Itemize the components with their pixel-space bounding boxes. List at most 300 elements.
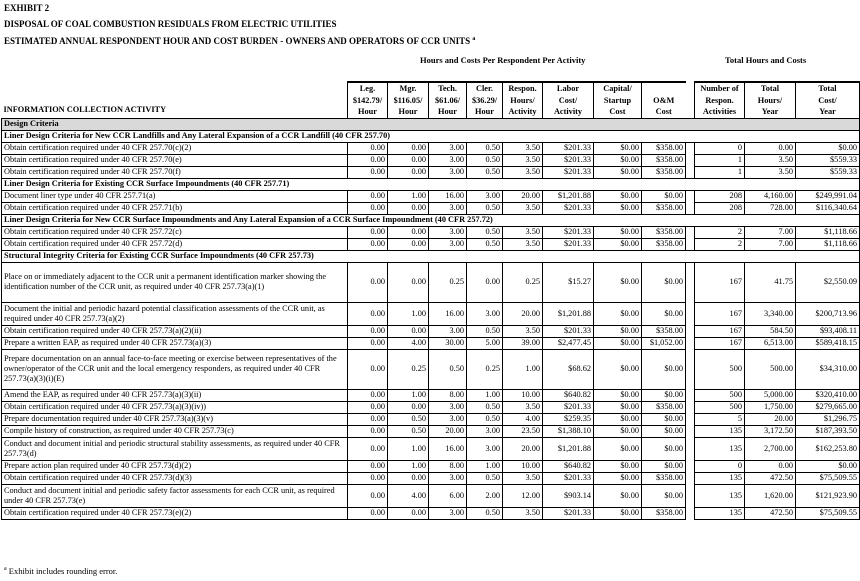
value-cell: 0.50 xyxy=(467,142,503,154)
activity-cell: Conduct and document initial and periodic safety factor assessments for each CCR unit, as required under 40 CFR 257.73(e) xyxy=(2,484,348,507)
value-cell: 0.00 xyxy=(348,226,388,238)
title-line-1: DISPOSAL OF COAL COMBUSTION RESIDUALS FROM ELECTRIC UTILITIES xyxy=(4,18,337,29)
activity-cell: Document liner type under 40 CFR 257.71(a) xyxy=(2,190,348,202)
value-cell: 0.00 xyxy=(348,337,388,349)
col-activity: INFORMATION COLLECTION ACTIVITY xyxy=(3,105,167,114)
value-cell: 167 xyxy=(695,262,745,302)
value-cell: $358.00 xyxy=(642,154,686,166)
header-line: Startup xyxy=(603,95,632,105)
value-cell: 0.25 xyxy=(429,262,467,302)
subsection-label: Structural Integrity Criteria for Existing CCR Surface Impoundments (40 CFR 257.73) xyxy=(2,250,860,262)
header-line: Number of xyxy=(700,84,739,93)
table-row xyxy=(2,484,860,507)
header-line: $142.79/ xyxy=(352,95,383,105)
value-cell: $0.00 xyxy=(594,349,642,389)
value-cell: $201.33 xyxy=(543,238,594,250)
value-cell: $320,410.00 xyxy=(796,389,860,401)
value-cell: 135 xyxy=(695,484,745,507)
value-cell: 3.00 xyxy=(429,226,467,238)
value-cell: $0.00 xyxy=(796,142,860,154)
footnote-mark: a xyxy=(4,566,7,573)
value-cell: 0.00 xyxy=(348,472,388,484)
value-cell: $358.00 xyxy=(642,507,686,519)
value-cell: $2,550.09 xyxy=(796,262,860,302)
gap-cell xyxy=(686,226,695,238)
value-cell: 4.00 xyxy=(388,484,429,507)
gap-cell xyxy=(686,413,695,425)
value-cell: $1,296.75 xyxy=(796,413,860,425)
value-cell: 1.00 xyxy=(388,302,429,325)
value-cell: 6,513.00 xyxy=(745,337,796,349)
gap-cell xyxy=(686,190,695,202)
table-row xyxy=(2,154,860,166)
value-cell: $1,118.66 xyxy=(796,238,860,250)
header-line: Leg. xyxy=(359,84,376,93)
value-cell: $249,991.04 xyxy=(796,190,860,202)
value-cell: 3.00 xyxy=(429,413,467,425)
value-cell: 0.50 xyxy=(467,226,503,238)
table-row xyxy=(2,226,860,238)
activity-cell: Prepare a written EAP, as required under 40 CFR 257.73(a)(3) xyxy=(2,337,348,349)
group-header-totals: Total Hours and Costs xyxy=(725,55,807,65)
value-cell: $201.33 xyxy=(543,507,594,519)
gap-cell xyxy=(686,142,695,154)
value-cell: $34,310.00 xyxy=(796,349,860,389)
exhibit-label: EXHIBIT 2 xyxy=(4,3,50,13)
table-row xyxy=(2,337,860,349)
header-line: Activity xyxy=(508,107,537,116)
value-cell: 7.00 xyxy=(745,226,796,238)
value-cell: 20.00 xyxy=(745,413,796,425)
value-cell: $0.00 xyxy=(594,325,642,337)
value-cell: 0.00 xyxy=(348,190,388,202)
value-cell: $358.00 xyxy=(642,202,686,214)
value-cell: 584.50 xyxy=(745,325,796,337)
value-cell: 0.00 xyxy=(348,302,388,325)
value-cell: 135 xyxy=(695,472,745,484)
activity-cell: Amend the EAP, as required under 40 CFR 257.73(a)(3)(ii) xyxy=(2,389,348,401)
header-line: $116.05/ xyxy=(393,95,423,105)
value-cell: $0.00 xyxy=(642,389,686,401)
value-cell: 3.00 xyxy=(429,154,467,166)
gap-cell xyxy=(686,437,695,460)
value-cell: 0.50 xyxy=(467,472,503,484)
table-row xyxy=(2,472,860,484)
value-cell: 0.00 xyxy=(388,142,429,154)
value-cell: 3.00 xyxy=(467,302,503,325)
value-cell: 0.00 xyxy=(348,413,388,425)
value-cell: 0.00 xyxy=(348,460,388,472)
value-cell: $201.33 xyxy=(543,154,594,166)
activity-cell: Document the initial and periodic hazard potential classification assessments of the CCR unit, as required under 40 CFR 257.73(a)(2) xyxy=(2,302,348,325)
header-line: Mgr. xyxy=(399,84,417,93)
value-cell: 5.00 xyxy=(467,337,503,349)
table-row xyxy=(2,460,860,472)
value-cell: $358.00 xyxy=(642,226,686,238)
header-line: Hours/ xyxy=(510,95,535,105)
title-line-2-text: ESTIMATED ANNUAL RESPONDENT HOUR AND COST BURDEN - OWNERS AND OPERATORS OF CCR UNITS xyxy=(4,36,471,46)
header-line: Respon. xyxy=(508,84,537,93)
header-line: Cost/ xyxy=(558,95,578,105)
value-cell: $559.33 xyxy=(796,166,860,178)
value-cell: 1,620.00 xyxy=(745,484,796,507)
value-cell: 500 xyxy=(695,349,745,389)
value-cell: 2 xyxy=(695,226,745,238)
activity-cell: Prepare documentation required under 40 CFR 257.73(a)(3)(v) xyxy=(2,413,348,425)
activity-cell: Conduct and document initial and periodic structural stability assessments, as required under 40 CFR 257.73(d) xyxy=(2,437,348,460)
table-row xyxy=(2,302,860,325)
value-cell: $0.00 xyxy=(594,190,642,202)
col-tech xyxy=(429,82,467,118)
value-cell: 5 xyxy=(695,413,745,425)
value-cell: $0.00 xyxy=(642,262,686,302)
gap-cell xyxy=(686,302,695,325)
value-cell: $0.00 xyxy=(594,262,642,302)
value-cell: 167 xyxy=(695,325,745,337)
value-cell: $2,477.45 xyxy=(543,337,594,349)
header-line: Cost/ xyxy=(818,95,837,105)
value-cell: 728.00 xyxy=(745,202,796,214)
value-cell: 0.50 xyxy=(467,325,503,337)
activity-cell: Obtain certification required under 40 CFR 257.71(b) xyxy=(2,202,348,214)
subsection-row xyxy=(2,214,860,226)
value-cell: 500 xyxy=(695,389,745,401)
value-cell: $589,418.15 xyxy=(796,337,860,349)
value-cell: 3.00 xyxy=(429,507,467,519)
burden-table xyxy=(1,81,860,520)
value-cell: 0.00 xyxy=(348,401,388,413)
value-cell: $559.33 xyxy=(796,154,860,166)
value-cell: $259.35 xyxy=(543,413,594,425)
value-cell: $0.00 xyxy=(594,413,642,425)
section-row xyxy=(2,118,860,130)
table-row xyxy=(2,142,860,154)
value-cell: $0.00 xyxy=(642,190,686,202)
value-cell: 3.00 xyxy=(467,425,503,437)
value-cell: $0.00 xyxy=(594,202,642,214)
value-cell: 0.25 xyxy=(467,349,503,389)
value-cell: 3.00 xyxy=(429,238,467,250)
value-cell: 3.00 xyxy=(467,190,503,202)
value-cell: $0.00 xyxy=(642,425,686,437)
value-cell: $187,393.50 xyxy=(796,425,860,437)
value-cell: 3.50 xyxy=(503,507,543,519)
value-cell: 0.00 xyxy=(388,325,429,337)
value-cell: 1.00 xyxy=(388,437,429,460)
value-cell: 500 xyxy=(695,401,745,413)
gap-cell xyxy=(686,472,695,484)
value-cell: $640.82 xyxy=(543,389,594,401)
table-row xyxy=(2,389,860,401)
value-cell: 2.00 xyxy=(467,484,503,507)
value-cell: 3.50 xyxy=(503,401,543,413)
value-cell: 41.75 xyxy=(745,262,796,302)
header-line xyxy=(644,83,684,95)
value-cell: $201.33 xyxy=(543,202,594,214)
value-cell: $0.00 xyxy=(594,337,642,349)
value-cell: 3.00 xyxy=(429,142,467,154)
value-cell: 472.50 xyxy=(745,507,796,519)
title-footnote-mark: a xyxy=(472,36,476,42)
value-cell: $279,665.00 xyxy=(796,401,860,413)
value-cell: 20.00 xyxy=(503,437,543,460)
gap-cell xyxy=(686,484,695,507)
value-cell: 3.00 xyxy=(429,166,467,178)
value-cell: 0.00 xyxy=(388,226,429,238)
value-cell: 0.00 xyxy=(348,484,388,507)
value-cell: $15.27 xyxy=(543,262,594,302)
value-cell: $1,201.88 xyxy=(543,190,594,202)
value-cell: 0.00 xyxy=(348,425,388,437)
table-header-row xyxy=(2,82,860,118)
value-cell: $0.00 xyxy=(594,507,642,519)
value-cell: 6.00 xyxy=(429,484,467,507)
value-cell: 3,172.50 xyxy=(745,425,796,437)
value-cell: 2 xyxy=(695,238,745,250)
value-cell: 4.00 xyxy=(503,413,543,425)
activity-cell: Prepare action plan required under 40 CFR 257.73(d)(2) xyxy=(2,460,348,472)
value-cell: 1.00 xyxy=(388,460,429,472)
value-cell: $0.00 xyxy=(642,349,686,389)
header-line: Cost xyxy=(609,107,626,116)
value-cell: 0.00 xyxy=(388,262,429,302)
table-row xyxy=(2,325,860,337)
value-cell: 0.00 xyxy=(388,166,429,178)
header-line: O&M xyxy=(653,95,675,105)
activity-cell: Obtain certification required under 40 CFR 257.70(c)(2) xyxy=(2,142,348,154)
value-cell: $0.00 xyxy=(642,460,686,472)
header-line: $36.29/ xyxy=(471,95,498,105)
col-respon-hours xyxy=(503,82,543,118)
value-cell: $0.00 xyxy=(594,154,642,166)
value-cell: $0.00 xyxy=(594,484,642,507)
value-cell: 0.00 xyxy=(348,238,388,250)
value-cell: 0.00 xyxy=(388,154,429,166)
table-row xyxy=(2,190,860,202)
header-line: Activities xyxy=(702,107,737,116)
col-cler xyxy=(467,82,503,118)
value-cell: $75,509.55 xyxy=(796,472,860,484)
value-cell: 0.00 xyxy=(348,325,388,337)
value-cell: 0.00 xyxy=(348,437,388,460)
subsection-label: Liner Design Criteria for New CCR Surface Impoundments and Any Lateral Expansion of a CCR Surface Impoundment (40 CFR 257.72) xyxy=(2,214,860,226)
value-cell: 3.50 xyxy=(745,166,796,178)
value-cell: $358.00 xyxy=(642,325,686,337)
value-cell: 1 xyxy=(695,166,745,178)
header-line: Activity xyxy=(553,107,583,116)
value-cell: 0 xyxy=(695,460,745,472)
value-cell: $1,201.88 xyxy=(543,437,594,460)
value-cell: $358.00 xyxy=(642,238,686,250)
value-cell: 1.00 xyxy=(503,349,543,389)
value-cell: 5,000.00 xyxy=(745,389,796,401)
value-cell: 0.00 xyxy=(348,142,388,154)
value-cell: 3.50 xyxy=(503,238,543,250)
value-cell: 3.50 xyxy=(503,226,543,238)
value-cell: 8.00 xyxy=(429,389,467,401)
section-label: Design Criteria xyxy=(2,118,860,130)
value-cell: 7.00 xyxy=(745,238,796,250)
activity-cell: Obtain certification required under 40 CFR 257.72(d) xyxy=(2,238,348,250)
value-cell: $201.33 xyxy=(543,325,594,337)
column-gap xyxy=(686,82,695,118)
col-om-cost xyxy=(642,82,686,118)
value-cell: $93,408.11 xyxy=(796,325,860,337)
value-cell: 0.00 xyxy=(348,202,388,214)
value-cell: 4.00 xyxy=(388,337,429,349)
value-cell: 0.50 xyxy=(467,238,503,250)
value-cell: 0.50 xyxy=(388,425,429,437)
value-cell: 16.00 xyxy=(429,190,467,202)
value-cell: 3.00 xyxy=(429,202,467,214)
value-cell: $0.00 xyxy=(594,437,642,460)
value-cell: $201.33 xyxy=(543,401,594,413)
value-cell: 3.00 xyxy=(429,472,467,484)
value-cell: 1.00 xyxy=(388,389,429,401)
header-line: Hours/ xyxy=(757,95,783,105)
gap-cell xyxy=(686,401,695,413)
gap-cell xyxy=(686,389,695,401)
value-cell: 167 xyxy=(695,302,745,325)
gap-cell xyxy=(686,154,695,166)
table-row xyxy=(2,401,860,413)
header-line: Respon. xyxy=(705,95,734,105)
value-cell: 0.50 xyxy=(467,413,503,425)
table-row xyxy=(2,437,860,460)
gap-cell xyxy=(686,507,695,519)
value-cell: $201.33 xyxy=(543,472,594,484)
value-cell: 20.00 xyxy=(503,190,543,202)
value-cell: 16.00 xyxy=(429,437,467,460)
subsection-row xyxy=(2,250,860,262)
value-cell: $201.33 xyxy=(543,166,594,178)
col-number-activities xyxy=(695,82,745,118)
value-cell: 0.00 xyxy=(348,154,388,166)
value-cell: 0.50 xyxy=(467,507,503,519)
value-cell: $201.33 xyxy=(543,226,594,238)
subsection-row xyxy=(2,130,860,142)
value-cell: $68.62 xyxy=(543,349,594,389)
footnote xyxy=(4,566,117,576)
value-cell: 1.00 xyxy=(467,389,503,401)
value-cell: $0.00 xyxy=(796,460,860,472)
value-cell: 3.50 xyxy=(503,166,543,178)
value-cell: 0.25 xyxy=(388,349,429,389)
table-row xyxy=(2,425,860,437)
value-cell: $1,388.10 xyxy=(543,425,594,437)
value-cell: $0.00 xyxy=(642,437,686,460)
value-cell: $1,052.00 xyxy=(642,337,686,349)
value-cell: 0 xyxy=(695,142,745,154)
value-cell: $0.00 xyxy=(594,142,642,154)
header-line: $61.06/ xyxy=(434,95,461,105)
value-cell: 2,700.00 xyxy=(745,437,796,460)
header-line: Hour xyxy=(438,107,457,116)
header-line: Total xyxy=(818,84,837,93)
value-cell: 4,160.00 xyxy=(745,190,796,202)
header-line: Cost xyxy=(655,107,672,116)
value-cell: 0.00 xyxy=(348,507,388,519)
value-cell: $0.00 xyxy=(594,226,642,238)
activity-cell: Obtain certification required under 40 CFR 257.73(a)(2)(ii) xyxy=(2,325,348,337)
subsection-label: Liner Design Criteria for Existing CCR Surface Impoundments (40 CFR 257.71) xyxy=(2,178,860,190)
value-cell: 30.00 xyxy=(429,337,467,349)
header-line: Total xyxy=(760,84,780,93)
value-cell: $640.82 xyxy=(543,460,594,472)
value-cell: 0.00 xyxy=(348,349,388,389)
header-line: Labor xyxy=(556,84,580,93)
value-cell: $903.14 xyxy=(543,484,594,507)
value-cell: $358.00 xyxy=(642,166,686,178)
gap-cell xyxy=(686,349,695,389)
value-cell: 135 xyxy=(695,507,745,519)
value-cell: $0.00 xyxy=(594,425,642,437)
value-cell: 0.50 xyxy=(429,349,467,389)
value-cell: $0.00 xyxy=(594,166,642,178)
value-cell: 135 xyxy=(695,437,745,460)
header-line: Year xyxy=(819,107,836,116)
value-cell: 0.50 xyxy=(467,154,503,166)
activity-cell: Obtain certification required under 40 CFR 257.70(f) xyxy=(2,166,348,178)
value-cell: 3.00 xyxy=(467,437,503,460)
table-row xyxy=(2,507,860,519)
value-cell: 20.00 xyxy=(429,425,467,437)
value-cell: 0.00 xyxy=(348,389,388,401)
value-cell: 0.00 xyxy=(388,401,429,413)
table-row xyxy=(2,202,860,214)
value-cell: 3.50 xyxy=(503,142,543,154)
value-cell: 0.00 xyxy=(388,238,429,250)
value-cell: 3.50 xyxy=(503,472,543,484)
footnote-text: Exhibit includes rounding error. xyxy=(8,566,118,576)
value-cell: $0.00 xyxy=(594,238,642,250)
value-cell: $0.00 xyxy=(642,302,686,325)
value-cell: 1,750.00 xyxy=(745,401,796,413)
header-line: Hour xyxy=(358,107,377,116)
gap-cell xyxy=(686,425,695,437)
value-cell: 1 xyxy=(695,154,745,166)
value-cell: 0.50 xyxy=(467,166,503,178)
subsection-row xyxy=(2,178,860,190)
title-block xyxy=(4,1,475,50)
activity-cell: Place on or immediately adjacent to the CCR unit a permanent identification marker showing the identification number of the CCR unit, as required under 40 CFR 257.73(a)(1) xyxy=(2,262,348,302)
value-cell: 0.00 xyxy=(348,166,388,178)
value-cell: 12.00 xyxy=(503,484,543,507)
value-cell: 3.00 xyxy=(429,401,467,413)
gap-cell xyxy=(686,460,695,472)
header-line: Tech. xyxy=(438,84,457,93)
value-cell: $1,201.88 xyxy=(543,302,594,325)
value-cell: 3.50 xyxy=(503,325,543,337)
value-cell: 10.00 xyxy=(503,389,543,401)
header-line: Cler. xyxy=(476,84,493,93)
value-cell: 0.00 xyxy=(388,472,429,484)
value-cell: 0.00 xyxy=(388,202,429,214)
value-cell: 0.00 xyxy=(745,142,796,154)
value-cell: 39.00 xyxy=(503,337,543,349)
value-cell: 3.00 xyxy=(429,325,467,337)
value-cell: 3.50 xyxy=(503,202,543,214)
table-body xyxy=(2,118,860,519)
activity-cell: Obtain certification required under 40 CFR 257.72(c) xyxy=(2,226,348,238)
value-cell: $0.00 xyxy=(594,460,642,472)
activity-cell: Compile history of construction, as required under 40 CFR 257.73(c) xyxy=(2,425,348,437)
value-cell: 208 xyxy=(695,190,745,202)
value-cell: 0.50 xyxy=(467,401,503,413)
gap-cell xyxy=(686,166,695,178)
value-cell: 0.00 xyxy=(467,262,503,302)
activity-cell: Obtain certification required under 40 CFR 257.70(e) xyxy=(2,154,348,166)
